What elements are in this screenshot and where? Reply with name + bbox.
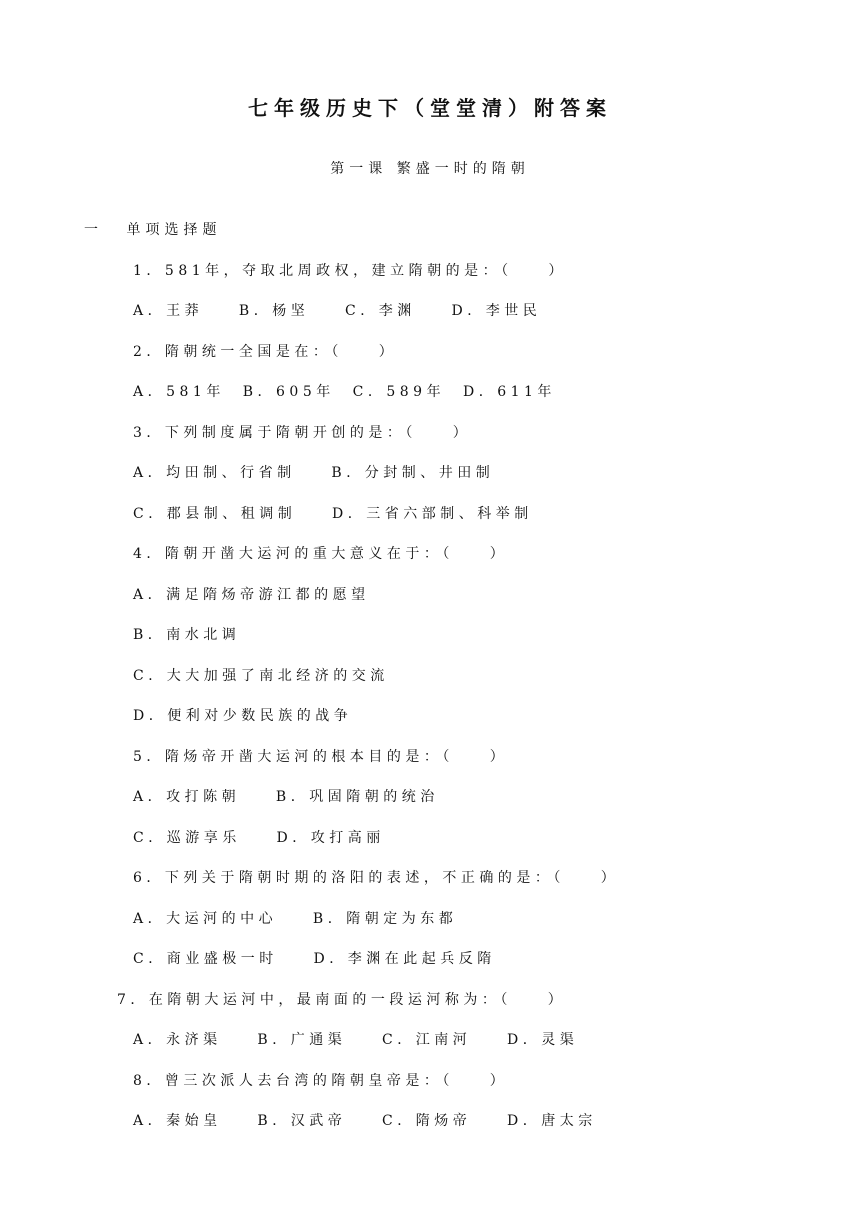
question-5: 5．隋炀帝开凿大运河的根本目的是：（ ） — [133, 749, 509, 765]
question-2: 2．隋朝统一全国是在：（ ） — [133, 344, 398, 360]
question-4: 4．隋朝开凿大运河的重大意义在于：（ ） — [133, 546, 509, 562]
question-5-options-cd: C．巡游享乐 D．攻打高丽 — [133, 830, 385, 846]
question-7: 7．在隋朝大运河中，最南面的一段运河称为：（ ） — [117, 992, 567, 1008]
question-2-options: A．581年 B．605年 C．589年 D．611年 — [133, 384, 556, 400]
question-1: 1．581年，夺取北周政权，建立隋朝的是：（ ） — [133, 263, 567, 279]
question-6-options-cd: C．商业盛极一时 D．李渊在此起兵反隋 — [133, 951, 496, 967]
question-3-options-ab: A．均田制、行省制 B．分封制、井田制 — [133, 465, 495, 481]
section-label: 单项选择题 — [126, 222, 222, 238]
question-6: 6．下列关于隋朝时期的洛阳的表述，不正确的是：（ ） — [133, 870, 620, 886]
question-4-option-c: C．大大加强了南北经济的交流 — [133, 668, 389, 684]
question-3-options-cd: C．郡县制、租调制 D．三省六部制、科举制 — [133, 506, 533, 522]
question-6-options-ab: A．大运河的中心 B．隋朝定为东都 — [133, 911, 458, 927]
page-title: 七年级历史下（堂堂清）附答案 — [248, 96, 612, 120]
question-8-options: A．秦始皇 B．汉武帝 C．隋炀帝 D．唐太宗 — [133, 1113, 597, 1129]
question-3: 3．下列制度属于隋朝开创的是：（ ） — [133, 425, 472, 441]
question-4-option-d: D．便利对少数民族的战争 — [133, 708, 353, 724]
question-5-options-ab: A．攻打陈朝 B．巩固隋朝的统治 — [133, 789, 439, 805]
lesson-subtitle: 第一课 繁盛一时的隋朝 — [330, 161, 530, 177]
question-4-option-b: B．南水北调 — [133, 627, 241, 643]
question-1-options: A．王莽 B．杨坚 C．李渊 D．李世民 — [133, 303, 542, 319]
question-4-option-a: A．满足隋炀帝游江都的愿望 — [133, 587, 370, 603]
section-heading — [84, 219, 221, 239]
section-number: 一 — [84, 222, 103, 238]
question-8: 8．曾三次派人去台湾的隋朝皇帝是：（ ） — [133, 1073, 509, 1089]
question-7-options: A．永济渠 B．广通渠 C．江南河 D．灵渠 — [133, 1032, 579, 1048]
